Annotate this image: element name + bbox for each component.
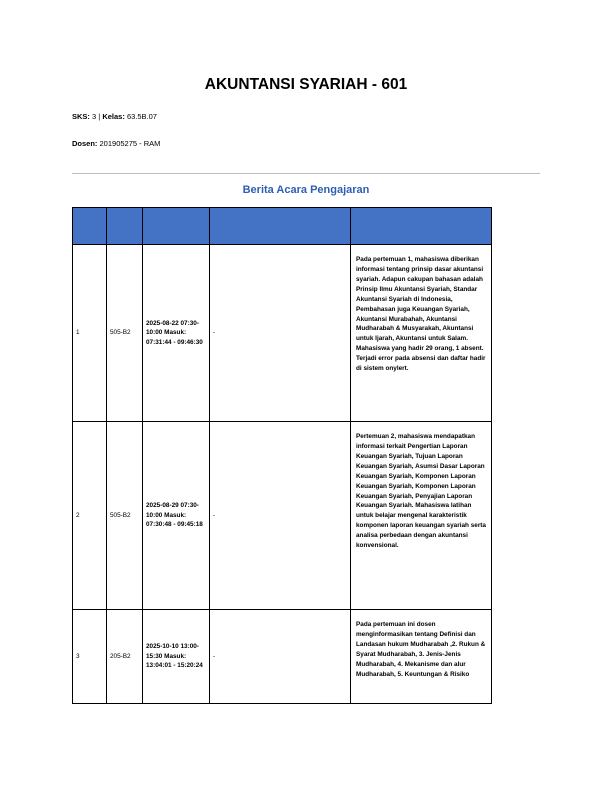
lecturer-line: [72, 139, 160, 148]
table-row: [73, 422, 492, 610]
empty-cell: -: [210, 422, 351, 610]
schedule-cell: 2025-08-22 07:30-10:00 Masuk: 07:31:44 - 09:46:30: [143, 245, 210, 422]
room-cell: 505-B2: [107, 245, 143, 422]
material-cell: Pada pertemuan 1, mahasiswa diberikan informasi tentang prinsip dasar akuntansi syariah. Adapun cakupan bahasan adalah Prinsip Ilmu Akuntansi Syariah, Standar Akuntansi Syariah di Indonesia, Pembahasan juga Keuangan Syariah, Akuntansi Murabahah, Akuntansi Mudharabah & Musyarakah, Akuntansi untuk Ijarah, Akuntansi untuk Salam. Mahasiswa yang hadir 29 orang, 1 absent. Terjadi error pada absensi dan daftar hadir di sistem onylert.: [351, 245, 492, 422]
course-title: AKUNTANSI SYARIAH - 601: [204, 76, 408, 93]
row-number: 1: [73, 245, 107, 422]
header-cell: [107, 208, 143, 245]
room-cell: 505-B2: [107, 422, 143, 610]
teaching-record-table: [72, 207, 492, 704]
table-row: [73, 610, 492, 704]
kelas-label: Kelas:: [102, 112, 125, 121]
row-number: 2: [73, 422, 107, 610]
material-cell: Pada pertemuan ini dosen menginformasikan tentang Definisi dan Landasan hukum Mudharabah ,2. Rukun & Syarat Mudharabah, 3. Jenis-Jenis Mudharabah, 4. Mekanisme dan alur Mudharabah, 5. Keuntungan & Risiko: [351, 610, 492, 704]
table-row: [73, 245, 492, 422]
sks-value: 3: [92, 112, 97, 121]
header-cell: [73, 208, 107, 245]
header-cell: [351, 208, 492, 245]
header-cell: [143, 208, 210, 245]
table-header-row: [73, 208, 492, 245]
row-number: 3: [73, 610, 107, 704]
sks-label: SKS:: [72, 112, 90, 121]
course-meta-line: [72, 112, 157, 121]
dosen-value: 201905275 - RAM: [99, 139, 161, 148]
empty-cell: -: [210, 610, 351, 704]
room-cell: 205-B2: [107, 610, 143, 704]
kelas-value: 63.5B.07: [126, 112, 157, 121]
header-cell: [210, 208, 351, 245]
material-cell: Pertemuan 2, mahasiswa mendapatkan informasi terkait Pengertian Laporan Keuangan Syariah, Tujuan Laporan Keuangan Syariah, Asumsi Dasar Laporan Keuangan Syariah, Komponen Laporan Keuangan Syariah, Komponen Laporan Keuangan Syariah, Penyajian Laporan Keuangan Syariah. Mahasiswa latihan untuk belajar mengenal karakteristik komponen laporan keuangan syariah serta analisa perbedaan dengan akuntansi konvensional.: [351, 422, 492, 610]
empty-cell: -: [210, 245, 351, 422]
section-title: Berita Acara Pengajaran: [242, 184, 370, 196]
dosen-label: Dosen:: [72, 139, 98, 148]
schedule-cell: 2025-08-29 07:30-10:00 Masuk: 07:30:48 - 09:45:18: [143, 422, 210, 610]
schedule-cell: 2025-10-10 13:00-15:30 Masuk: 13:04:01 - 15:20:24: [143, 610, 210, 704]
meta-separator: |: [98, 112, 101, 121]
divider: [72, 173, 540, 174]
